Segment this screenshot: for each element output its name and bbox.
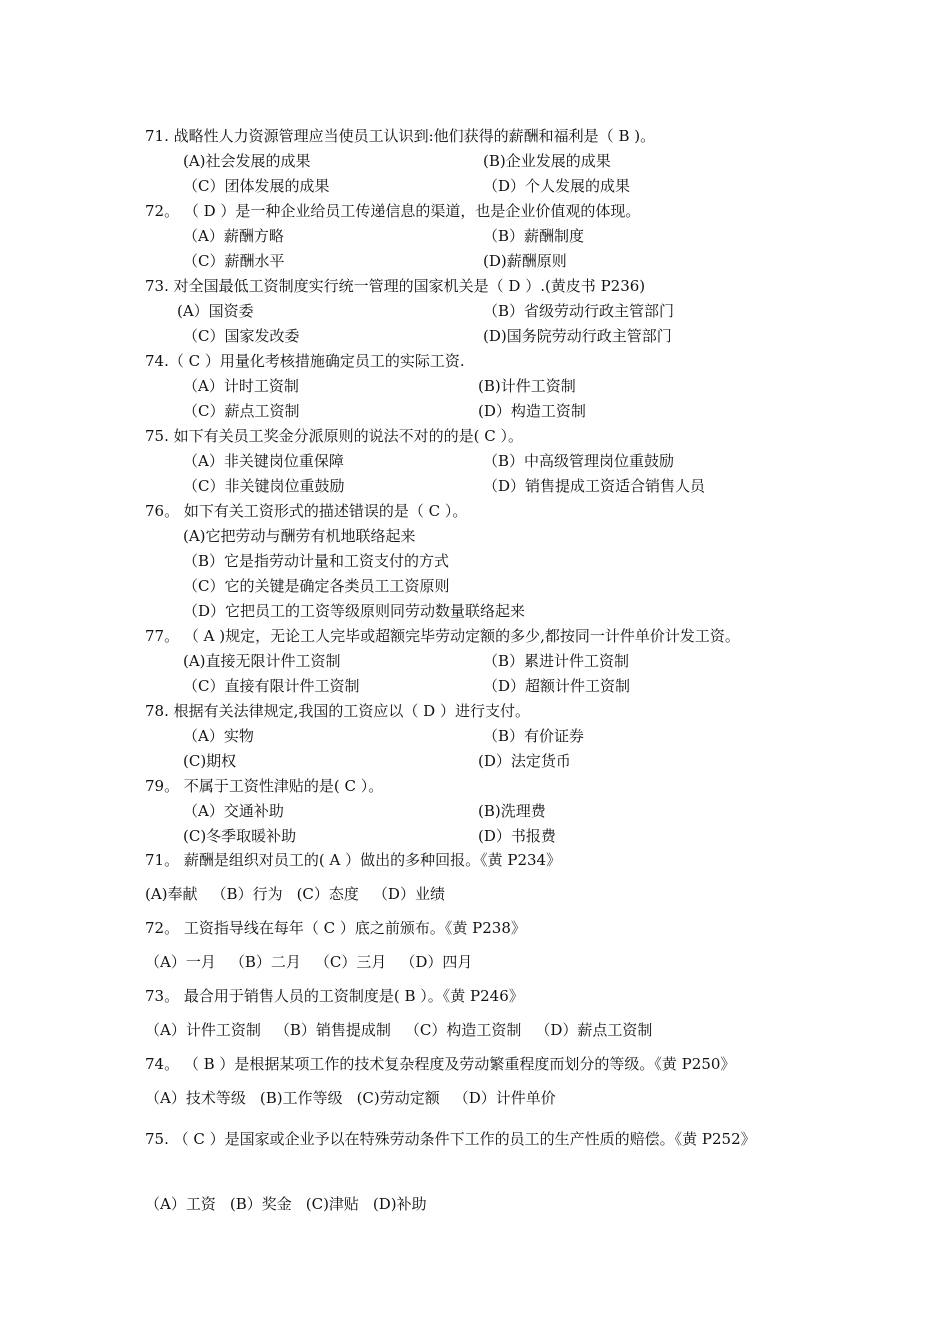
- question-78: 78. 根据有关法律规定,我国的工资应以（ D ）进行支付。: [145, 702, 530, 720]
- option-d: (D)国务院劳动行政主管部门: [483, 327, 672, 345]
- option-b: （B）行为: [211, 885, 283, 903]
- option-a: （A）薪酬方略: [183, 227, 284, 245]
- option-c: （C）它的关键是确定各类员工工资原则: [183, 577, 450, 595]
- option-c: (C)期权: [183, 752, 237, 770]
- option-a: (A)奉献: [145, 885, 198, 903]
- option-a: （A）交通补助: [183, 802, 284, 820]
- question-76: 76。 如下有关工资形式的描述错误的是（ C ）。: [145, 502, 468, 520]
- options-row: [145, 1088, 570, 1108]
- option-d: (D）构造工资制: [478, 402, 586, 420]
- option-c: （C）团体发展的成果: [183, 177, 330, 195]
- question-79: 79。 不属于工资性津贴的是( C ）。: [145, 777, 384, 795]
- option-b: (B）奖金: [229, 1195, 292, 1213]
- options-row: [145, 1020, 666, 1040]
- option-a: （A）技术等级: [145, 1089, 246, 1107]
- option-a: （A）非关键岗位重保障: [183, 452, 344, 470]
- option-a: (A)它把劳动与酬劳有机地联络起来: [183, 527, 416, 545]
- option-c: （C）直接有限计件工资制: [183, 677, 360, 695]
- option-a: （A）一月: [145, 953, 216, 971]
- question-77: 77。 （ A )规定，无论工人完毕或超额完毕劳动定额的多少,都按同一计件单价计发工资。: [145, 627, 740, 645]
- option-c: (C)冬季取暖补助: [183, 827, 297, 845]
- option-c: （C）三月: [314, 953, 387, 971]
- option-d: （D）它把员工的工资等级原则同劳动数量联络起来: [183, 602, 526, 620]
- option-d: （D）四月: [400, 953, 473, 971]
- option-b: （B）薪酬制度: [483, 227, 585, 245]
- option-c: （C）国家发改委: [183, 327, 300, 345]
- option-c: (C)劳动定额: [356, 1089, 440, 1107]
- option-c: （C）薪酬水平: [183, 252, 285, 270]
- option-b: （B）二月: [229, 953, 301, 971]
- option-b: (B)工作等级: [259, 1089, 343, 1107]
- option-d: (D)薪酬原则: [483, 252, 567, 270]
- option-a: （A）工资: [145, 1195, 216, 1213]
- option-d: (D)补助: [372, 1195, 427, 1213]
- option-a: (A)社会发展的成果: [183, 152, 311, 170]
- question-73b: 73。 最合用于销售人员的工资制度是( B ）。《黄 P246》: [145, 987, 524, 1005]
- option-d: （D）个人发展的成果: [483, 177, 631, 195]
- option-a: (A）国资委: [177, 302, 254, 320]
- option-d: （D）销售提成工资适合销售人员: [483, 477, 706, 495]
- question-72b: 72。 工资指导线在每年（ C ）底之前颁布。《黄 P238》: [145, 919, 526, 937]
- option-a: (A)直接无限计件工资制: [183, 652, 341, 670]
- options-row: [145, 884, 459, 904]
- question-72: 72。 （ D ）是一种企业给员工传递信息的渠道，也是企业价值观的体现。: [145, 202, 641, 220]
- option-d: (D）书报费: [478, 827, 556, 845]
- option-c: （C）薪点工资制: [183, 402, 300, 420]
- option-a: （A）计时工资制: [183, 377, 299, 395]
- option-c: （C）非关键岗位重鼓励: [183, 477, 345, 495]
- question-75b: 75. （ C ）是国家或企业予以在特殊劳动条件下工作的员工的生产性质的赔偿。《黄 P252》: [145, 1130, 756, 1148]
- question-75: 75. 如下有关员工奖金分派原则的说法不对的的是( C ）。: [145, 427, 523, 445]
- question-71b: 71。 薪酬是组织对员工的( A ）做出的多种回报。《黄 P234》: [145, 851, 562, 869]
- option-b: （B）中高级管理岗位重鼓励: [483, 452, 675, 470]
- option-d: （D）业绩: [372, 885, 445, 903]
- option-b: （B）有价证券: [483, 727, 585, 745]
- option-c: （C）构造工资制: [404, 1021, 522, 1039]
- option-b: （B）累进计件工资制: [483, 652, 630, 670]
- option-a: （A）实物: [183, 727, 254, 745]
- option-d: （D）超额计件工资制: [483, 677, 631, 695]
- question-71: 71. 战略性人力资源管理应当使员工认识到:他们获得的薪酬和福利是（ B )。: [145, 127, 656, 145]
- option-b: (B)计件工资制: [478, 377, 576, 395]
- question-73: 73. 对全国最低工资制度实行统一管理的国家机关是（ D ）.(黄皮书 P236): [145, 277, 646, 295]
- options-row: [145, 952, 486, 972]
- option-b: (B)洗理费: [478, 802, 546, 820]
- option-d: （D）计件单价: [453, 1089, 556, 1107]
- option-b: (B)企业发展的成果: [483, 152, 611, 170]
- option-b: （B）它是指劳动计量和工资支付的方式: [183, 552, 450, 570]
- question-74: 74.（ C ）用量化考核措施确定员工的实际工资.: [145, 352, 465, 370]
- option-c: (C）态度: [296, 885, 359, 903]
- option-b: （B）省级劳动行政主管部门: [483, 302, 675, 320]
- option-a: （A）计件工资制: [145, 1021, 261, 1039]
- option-d: (D）法定货币: [478, 752, 571, 770]
- option-b: （B）销售提成制: [274, 1021, 391, 1039]
- question-74b: 74。 （ B ）是根据某项工作的技术复杂程度及劳动繁重程度而划分的等级。《黄 P250》: [145, 1055, 736, 1073]
- options-row: [145, 1194, 441, 1214]
- option-c: (C)津贴: [305, 1195, 359, 1213]
- option-d: （D）薪点工资制: [535, 1021, 653, 1039]
